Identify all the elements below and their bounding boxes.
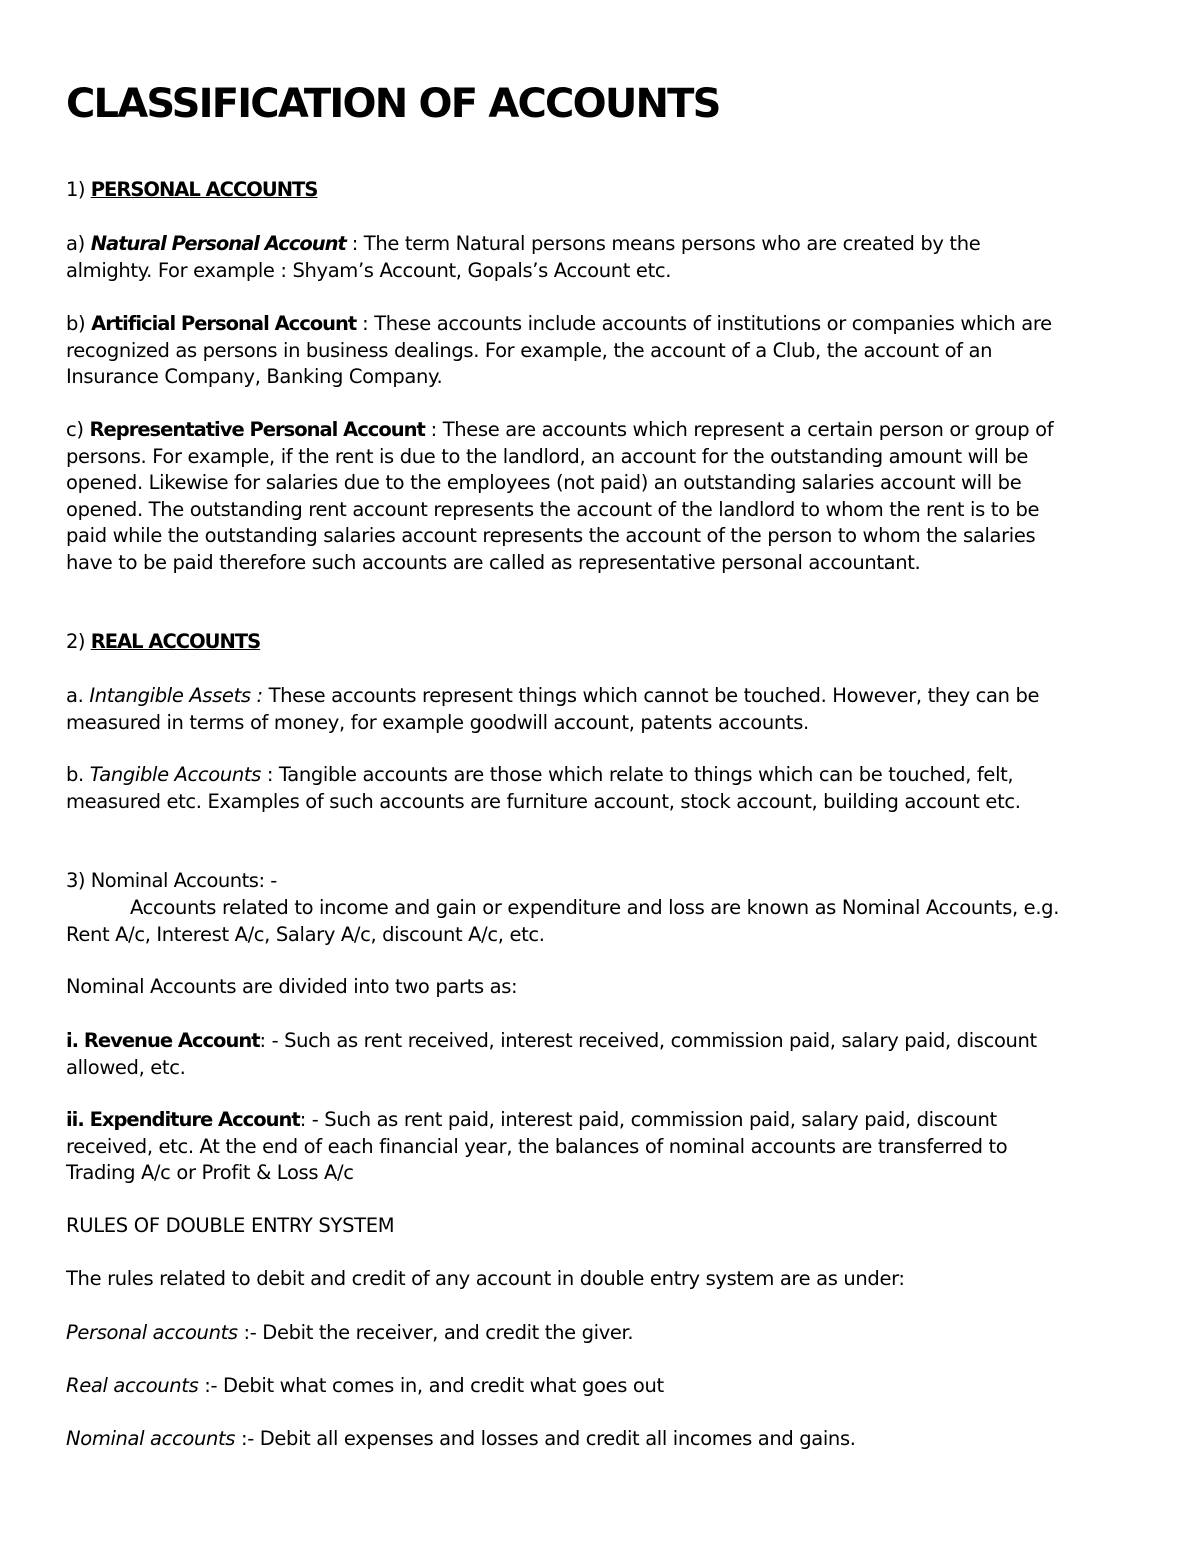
term-real-accounts: Real accounts bbox=[66, 1374, 199, 1397]
nominal-desc-text: Accounts related to income and gain or expenditure and loss are known as Nominal Accounts, e.g. Rent A/c, Interest A/c, Salary A/c, discount A/c, etc. bbox=[66, 896, 1060, 946]
item-text: : Tangible accounts are those which relate to things which can be touched, felt, measured etc. Examples of such accounts are furniture account, stock account, building account etc. bbox=[66, 763, 1021, 813]
item-text: : These are accounts which represent a certain person or group of persons. For example, if the rent is due to the landlord, an account for the outstanding amount will be opened. Likewise for salaries due to the employees (not paid) an outstanding salaries account will be opened. The outstanding rent account represents the account of the landlord to whom the rent is to be paid while the outstanding salaries account represents the account of the person to whom the salaries have to be paid therefore such accounts are called as representative personal accountant. bbox=[66, 418, 1054, 574]
page-title: CLASSIFICATION OF ACCOUNTS bbox=[66, 81, 720, 127]
paragraph-artificial-personal bbox=[66, 311, 1066, 391]
item-prefix: c) bbox=[66, 418, 84, 441]
rule-personal bbox=[66, 1320, 1066, 1347]
term-revenue-account: i. Revenue Account bbox=[66, 1029, 260, 1052]
rules-intro: The rules related to debit and credit of any account in double entry system are as under: bbox=[66, 1267, 905, 1290]
term-natural-personal: Natural Personal Account bbox=[90, 232, 346, 255]
section-heading-real bbox=[66, 629, 260, 656]
rules-heading: RULES OF DOUBLE ENTRY SYSTEM bbox=[66, 1214, 395, 1237]
paragraph-natural-personal bbox=[66, 231, 1066, 284]
term-tangible: Tangible Accounts bbox=[89, 763, 261, 786]
term-personal-accounts: Personal accounts bbox=[66, 1321, 238, 1344]
paragraph-intangible bbox=[66, 683, 1066, 736]
section-heading-nominal: 3) Nominal Accounts: - bbox=[66, 869, 277, 892]
section-title: REAL ACCOUNTS bbox=[90, 630, 261, 653]
item-prefix: a) bbox=[66, 232, 85, 255]
item-text: : - Such as rent paid, interest paid, commission paid, salary paid, discount received, etc. At the end of each financial year, the balances of nominal accounts are transferred to Trading A/c or Profit & Loss A/c bbox=[66, 1108, 1008, 1185]
term-artificial-personal: Artificial Personal Account bbox=[91, 312, 357, 335]
rule-text: :- Debit all expenses and losses and credit all incomes and gains. bbox=[240, 1427, 856, 1450]
rule-text: :- Debit the receiver, and credit the giver. bbox=[243, 1321, 634, 1344]
item-text: : - Such as rent received, interest received, commission paid, salary paid, discount allowed, etc. bbox=[66, 1029, 1037, 1079]
section-title: PERSONAL ACCOUNTS bbox=[90, 178, 318, 201]
item-text: These accounts represent things which cannot be touched. However, they can be measured in terms of money, for example goodwill account, patents accounts. bbox=[66, 684, 1040, 734]
paragraph-representative-personal bbox=[66, 417, 1066, 577]
item-prefix: a. bbox=[66, 684, 84, 707]
section-number: 2) bbox=[66, 630, 86, 653]
rule-nominal bbox=[66, 1426, 1066, 1453]
paragraph-nominal-divided: Nominal Accounts are divided into two parts as: bbox=[66, 975, 518, 998]
term-expenditure-account: ii. Expenditure Account bbox=[66, 1108, 300, 1131]
paragraph-tangible bbox=[66, 762, 1066, 815]
item-text: : These accounts include accounts of institutions or companies which are recognized as persons in business dealings. For example, the account of a Club, the account of an Insurance Company, Banking Company. bbox=[66, 312, 1052, 389]
section-heading-personal bbox=[66, 177, 317, 204]
paragraph-revenue-account bbox=[66, 1028, 1066, 1081]
item-text: : The term Natural persons means persons who are created by the almighty. For example : Shyam’s Account, Gopals’s Account etc. bbox=[66, 232, 981, 282]
term-intangible: Intangible Assets : bbox=[89, 684, 263, 707]
rule-real bbox=[66, 1373, 1066, 1400]
term-representative-personal: Representative Personal Account bbox=[89, 418, 425, 441]
term-nominal-accounts: Nominal accounts bbox=[66, 1427, 236, 1450]
paragraph-nominal-desc bbox=[66, 895, 1066, 948]
section-number: 1) bbox=[66, 178, 86, 201]
paragraph-expenditure-account bbox=[66, 1107, 1066, 1187]
item-prefix: b. bbox=[66, 763, 84, 786]
rule-text: :- Debit what comes in, and credit what goes out bbox=[204, 1374, 664, 1397]
item-prefix: b) bbox=[66, 312, 86, 335]
